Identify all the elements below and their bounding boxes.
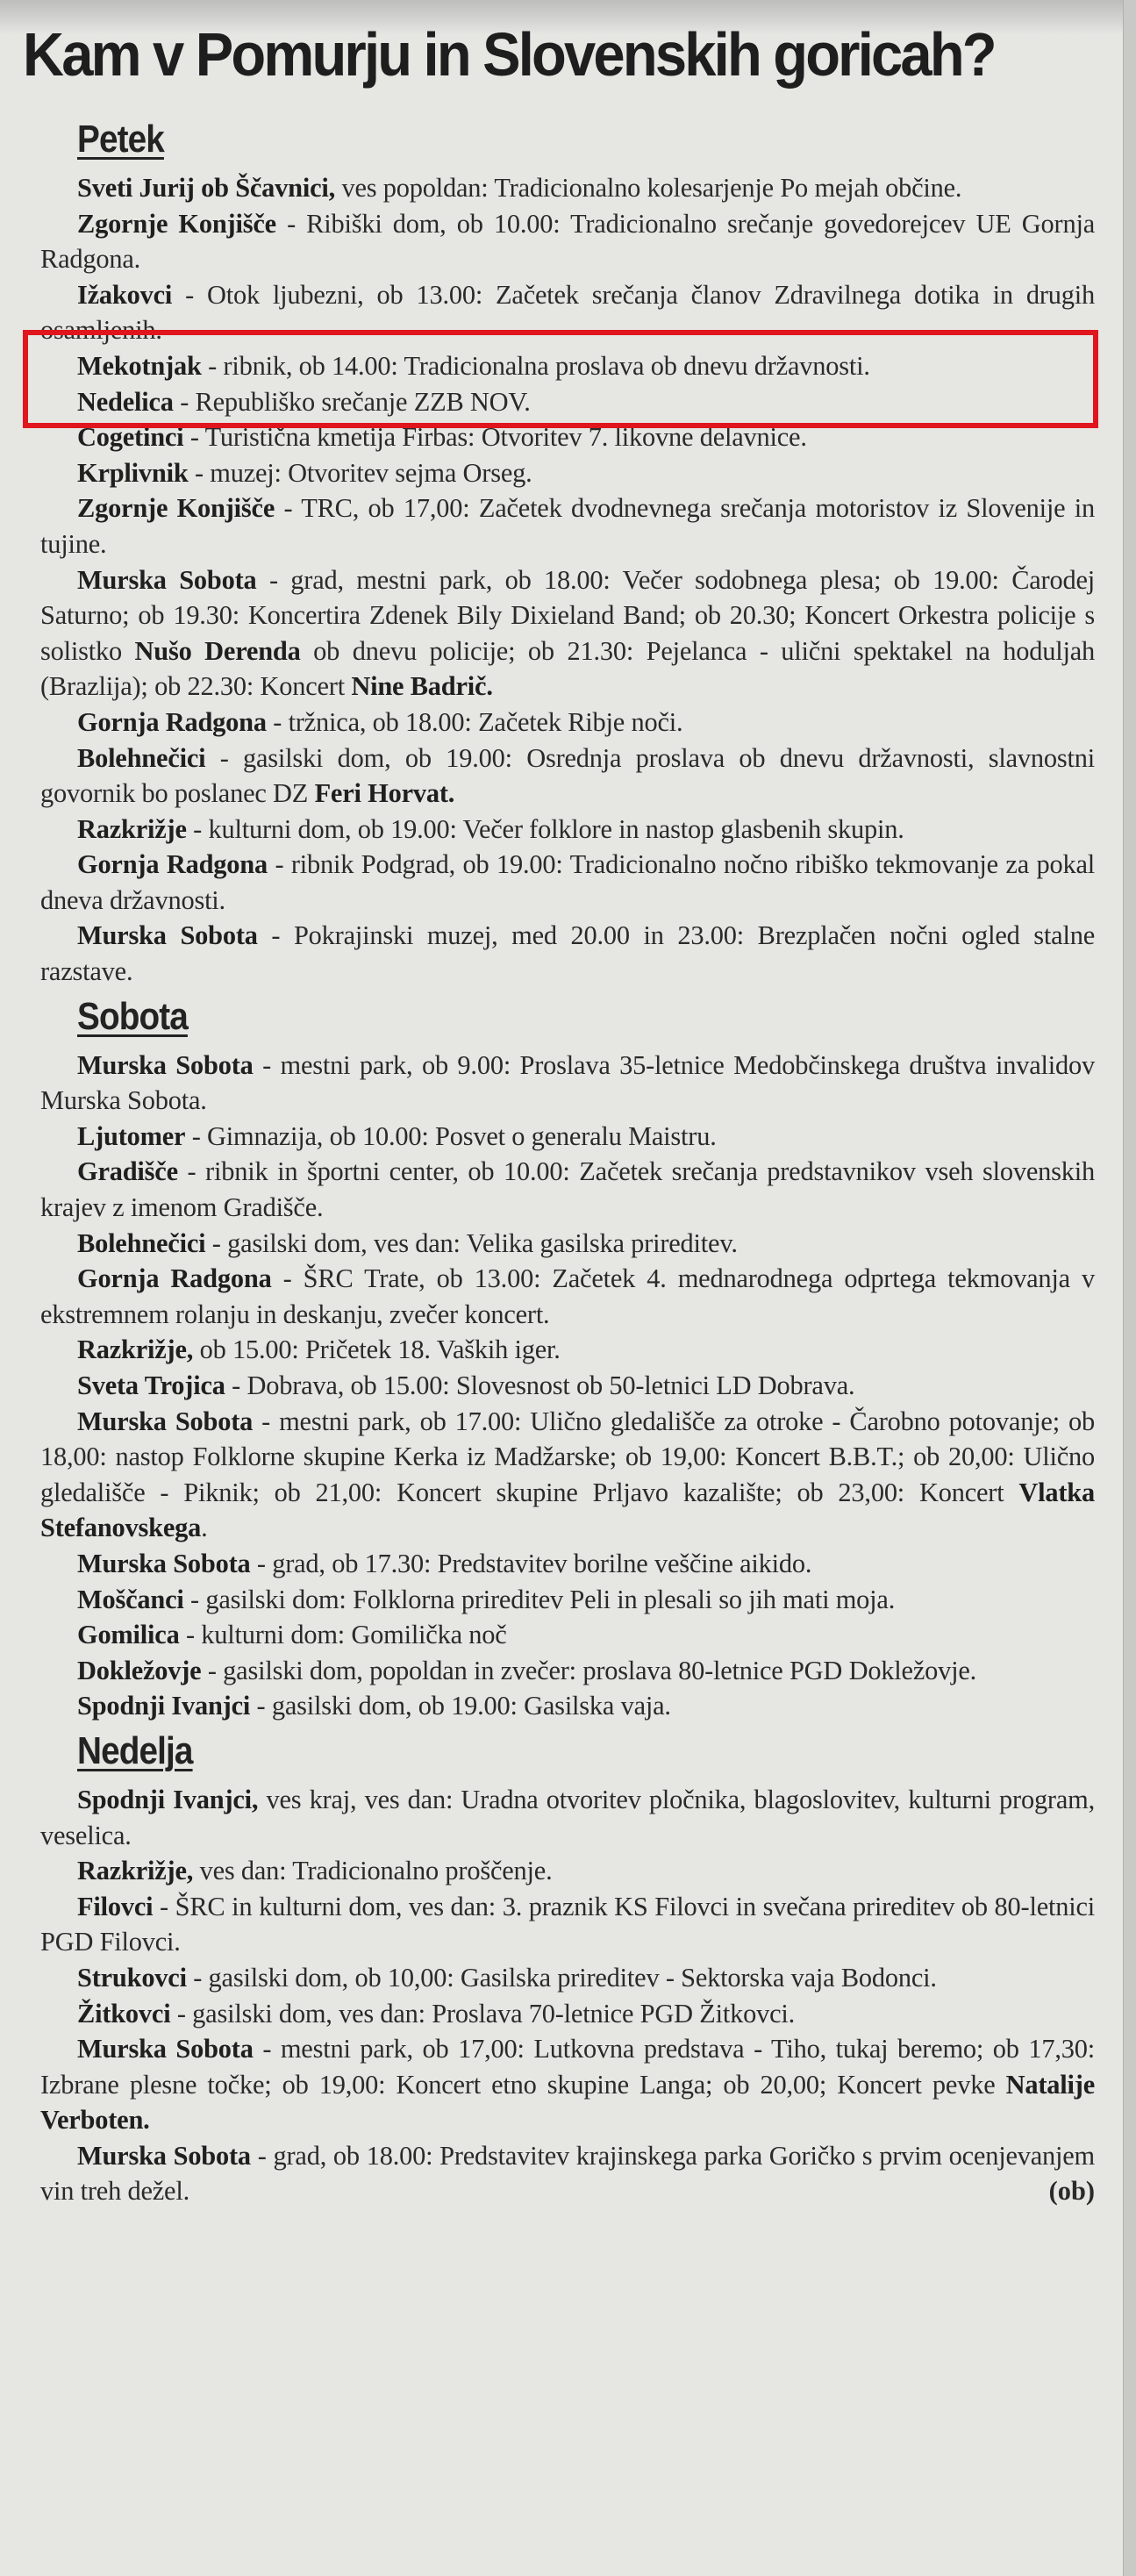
event-details: - gasilski dom, ob 19.00: Osrednja proslava ob dnevu državnosti, slavnostni govornik bo poslanec DZ — [40, 742, 1095, 809]
event-details: - muzej: Otvoritev sejma Orseg. — [188, 457, 532, 488]
event-place: Murska Sobota — [77, 920, 258, 951]
event-entry — [40, 1226, 1095, 1262]
event-place: Murska Sobota — [77, 2140, 251, 2171]
event-details: - grad, ob 17.30: Predstavitev borilne veščine aikido. — [250, 1548, 812, 1578]
event-details: - grad, ob 18.00: Predstavitev krajinskega parka Goričko s prvim ocenjevanjem vin treh dežel. — [40, 2140, 1095, 2207]
event-details: - gasilski dom, ob 10,00: Gasilska prireditev - Sektorska vaja Bodonci. — [186, 1962, 937, 1993]
event-entry — [40, 1368, 1095, 1404]
event-details: - gasilski dom, ves dan: Velika gasilska prireditev. — [205, 1227, 738, 1258]
event-entry — [40, 705, 1095, 741]
event-entry — [40, 1582, 1095, 1618]
event-entry — [40, 918, 1095, 989]
event-entry — [40, 847, 1095, 918]
event-details: - kulturni dom, ob 19.00: Večer folklore in nastop glasbenih skupin. — [186, 813, 904, 844]
event-details: . — [201, 1513, 208, 1543]
event-place: Moščanci — [77, 1584, 184, 1614]
event-place: Murska Sobota — [77, 1548, 251, 1578]
event-place: Gornja Radgona — [77, 1263, 272, 1294]
event-place: Bolehnečici — [77, 1227, 206, 1258]
event-details: - grad, mestni park, ob 18.00: Večer sodobnega plesa; ob 19.00: Čarodej Saturno; ob 19.30: Koncertira Zdenek Bily Dixieland Band; ob 20.30; Koncert Orkestra policije s solistko — [40, 564, 1095, 666]
event-performer: Feri Horvat. — [314, 778, 455, 809]
section-heading-nedelja: Nedelja — [77, 1728, 193, 1772]
event-entry — [40, 1853, 1095, 1889]
event-performer: Vlatka Stefanovskega — [40, 1477, 1095, 1543]
event-details: ob dnevu policije; ob 21.30: Pejelanca - ulični spektakel na hoduljah (Brazlija); ob 22.30: Koncert — [40, 635, 1095, 702]
event-details: ob 15.00: Pričetek 18. Vaških iger. — [193, 1335, 561, 1365]
event-details: - Pokrajinski muzej, med 20.00 in 23.00: Brezplačen nočni ogled stalne razstave. — [40, 920, 1095, 987]
event-place: Razkrižje, — [77, 1856, 194, 1886]
event-place: Filovci — [77, 1891, 154, 1921]
event-entry — [40, 1688, 1095, 1724]
event-entry — [40, 170, 1095, 206]
event-entry — [40, 1653, 1095, 1689]
event-details: - gasilski dom, ves dan: Proslava 70-letnice PGD Žitkovci. — [170, 1998, 796, 2029]
event-place: Sveta Trojica — [77, 1370, 225, 1400]
event-details: - tržnica, ob 18.00: Začetek Ribje noči. — [266, 706, 683, 737]
event-entry — [40, 1960, 1095, 1996]
event-details: - Gimnazija, ob 10.00: Posvet o generalu Maistru. — [185, 1120, 717, 1151]
event-place: Gomilica — [77, 1620, 180, 1650]
event-details: - mestni park, ob 17,00: Lutkovna predstava - Tiho, tukaj beremo; ob 17,30: Izbrane plesne točke; ob 19,00: Koncert etno skupine Langa; ob 20,00; Koncert pevke — [40, 2034, 1095, 2100]
event-place: Murska Sobota — [77, 1406, 254, 1436]
event-entry — [40, 1617, 1095, 1653]
event-details: - Otok ljubezni, ob 13.00: Začetek srečanja članov Zdravilnega dotika in drugih osamljenih. — [40, 279, 1095, 346]
scan-right-edge — [1123, 0, 1136, 2576]
event-entry — [40, 562, 1095, 705]
event-place: Bolehnečici — [77, 742, 206, 773]
event-listing — [40, 112, 1095, 2209]
event-details: - Republiško srečanje ZZB NOV. — [173, 386, 531, 417]
event-details: - gasilski dom: Folklorna prireditev Peli in plesali so jih mati moja. — [183, 1584, 896, 1614]
event-entry — [40, 1782, 1095, 1853]
event-place: Murska Sobota — [77, 1049, 254, 1080]
event-details: - mestni park, ob 9.00: Proslava 35-letnice Medobčinskega društva invalidov Murska Sobota. — [40, 1049, 1095, 1116]
event-place: Gornja Radgona — [77, 706, 267, 737]
event-entry — [40, 1119, 1095, 1155]
event-entry — [40, 206, 1095, 277]
event-details: - ribnik in športni center, ob 10.00: Začetek srečanja predstavnikov vseh slovenskih krajev z imenom Gradišče. — [40, 1156, 1095, 1223]
event-entry — [40, 1048, 1095, 1119]
event-entry — [40, 384, 1095, 420]
event-place: Razkrižje — [77, 813, 187, 844]
event-place: Gradišče — [77, 1156, 178, 1187]
event-place: Murska Sobota — [77, 2034, 254, 2064]
event-entry — [40, 490, 1095, 562]
event-details: - gasilski dom, popoldan in zvečer: proslava 80-letnice PGD Dokležovje. — [201, 1655, 977, 1685]
event-place: Zgornje Konjišče — [77, 493, 275, 524]
article-title: Kam v Pomurju in Slovenskih goricah? — [23, 20, 995, 89]
event-place: Spodnji Ivanjci, — [77, 1784, 259, 1814]
event-place: Razkrižje, — [77, 1335, 194, 1365]
section-heading-sobota: Sobota — [77, 994, 188, 1038]
event-entry — [40, 1404, 1095, 1546]
event-entry — [40, 1261, 1095, 1332]
event-entry — [40, 277, 1095, 348]
event-entry — [40, 348, 1095, 384]
event-entry — [40, 419, 1095, 455]
event-details: - Turistična kmetija Firbas: Otvoritev 7. likovne delavnice. — [183, 422, 807, 453]
event-performer: Nušo Derenda — [134, 635, 301, 666]
event-entry — [40, 1154, 1095, 1225]
event-details: - ribnik, ob 14.00: Tradicionalna proslava ob dnevu državnosti. — [201, 350, 870, 381]
event-place: Cogetinci — [77, 422, 184, 453]
author-signature: (ob) — [1048, 2176, 1095, 2207]
event-entry — [40, 1546, 1095, 1582]
event-performer: Nine Badrič. — [351, 671, 493, 702]
section-heading-petek: Petek — [77, 118, 164, 161]
event-place: Dokležovje — [77, 1655, 202, 1685]
event-details: - Dobrava, ob 15.00: Slovesnost ob 50-letnici LD Dobrava. — [225, 1370, 855, 1400]
event-place: Ižakovci — [77, 279, 173, 310]
event-place: Nedelica — [77, 386, 174, 417]
event-performer: Natalije Verboten. — [40, 2069, 1095, 2136]
event-entry — [40, 455, 1095, 491]
event-details: - mestni park, ob 17.00: Ulično gledališče za otroke - Čarobno potovanje; ob 18,00: nastop Folklorne skupine Kerka iz Madžarske; ob 19,00: Koncert B.B.T.; ob 20,00: Ulično gledališče - Piknik; ob 21,00: Koncert skupine Prljavo kazalište; ob 23,00: Koncert — [40, 1406, 1095, 1507]
event-entry — [40, 1996, 1095, 2032]
event-entry — [40, 1332, 1095, 1368]
event-place: Krplivnik — [77, 457, 189, 488]
event-details: - ŠRC in kulturni dom, ves dan: 3. praznik KS Filovci in svečana prireditev ob 80-letnici PGD Filovci. — [40, 1891, 1095, 1957]
event-details: - TRC, ob 17,00: Začetek dvodnevnega srečanja motoristov iz Slovenije in tujine. — [40, 493, 1095, 559]
event-place: Ljutomer — [77, 1120, 186, 1151]
event-entry — [40, 812, 1095, 848]
event-details: - kulturni dom: Gomilička noč — [179, 1620, 507, 1650]
event-place: Žitkovci — [77, 1998, 171, 2029]
event-entry — [40, 2031, 1095, 2138]
event-details: ves kraj, ves dan: Uradna otvoritev pločnika, blagoslovitev, kulturni program, veselica. — [40, 1784, 1095, 1850]
event-place: Zgornje Konjišče — [77, 208, 276, 239]
event-place: Gornja Radgona — [77, 849, 268, 880]
event-place: Mekotnjak — [77, 350, 202, 381]
event-entry — [40, 741, 1095, 812]
event-place: Strukovci — [77, 1962, 187, 1993]
event-details: ves popoldan: Tradicionalno kolesarjenje Po mejah občine. — [335, 173, 962, 203]
event-details: ves dan: Tradicionalno proščenje. — [193, 1856, 553, 1886]
event-entry — [40, 1889, 1095, 1960]
event-details: - ribnik Podgrad, ob 19.00: Tradicionalno nočno ribiško tekmovanje za pokal dneva državnosti. — [40, 849, 1095, 915]
event-details: - Ribiški dom, ob 10.00: Tradicionalno srečanje govedorejcev UE Gornja Radgona. — [40, 208, 1095, 275]
event-details: - ŠRC Trate, ob 13.00: Začetek 4. mednarodnega odprtega tekmovanja v ekstremnem rolanju in deskanju, zvečer koncert. — [40, 1263, 1096, 1329]
event-place: Murska Sobota — [77, 564, 257, 595]
event-details: - gasilski dom, ob 19.00: Gasilska vaja. — [250, 1691, 671, 1721]
event-place: Sveti Jurij ob Ščavnici, — [77, 173, 336, 203]
event-place: Spodnji Ivanjci — [77, 1691, 251, 1721]
